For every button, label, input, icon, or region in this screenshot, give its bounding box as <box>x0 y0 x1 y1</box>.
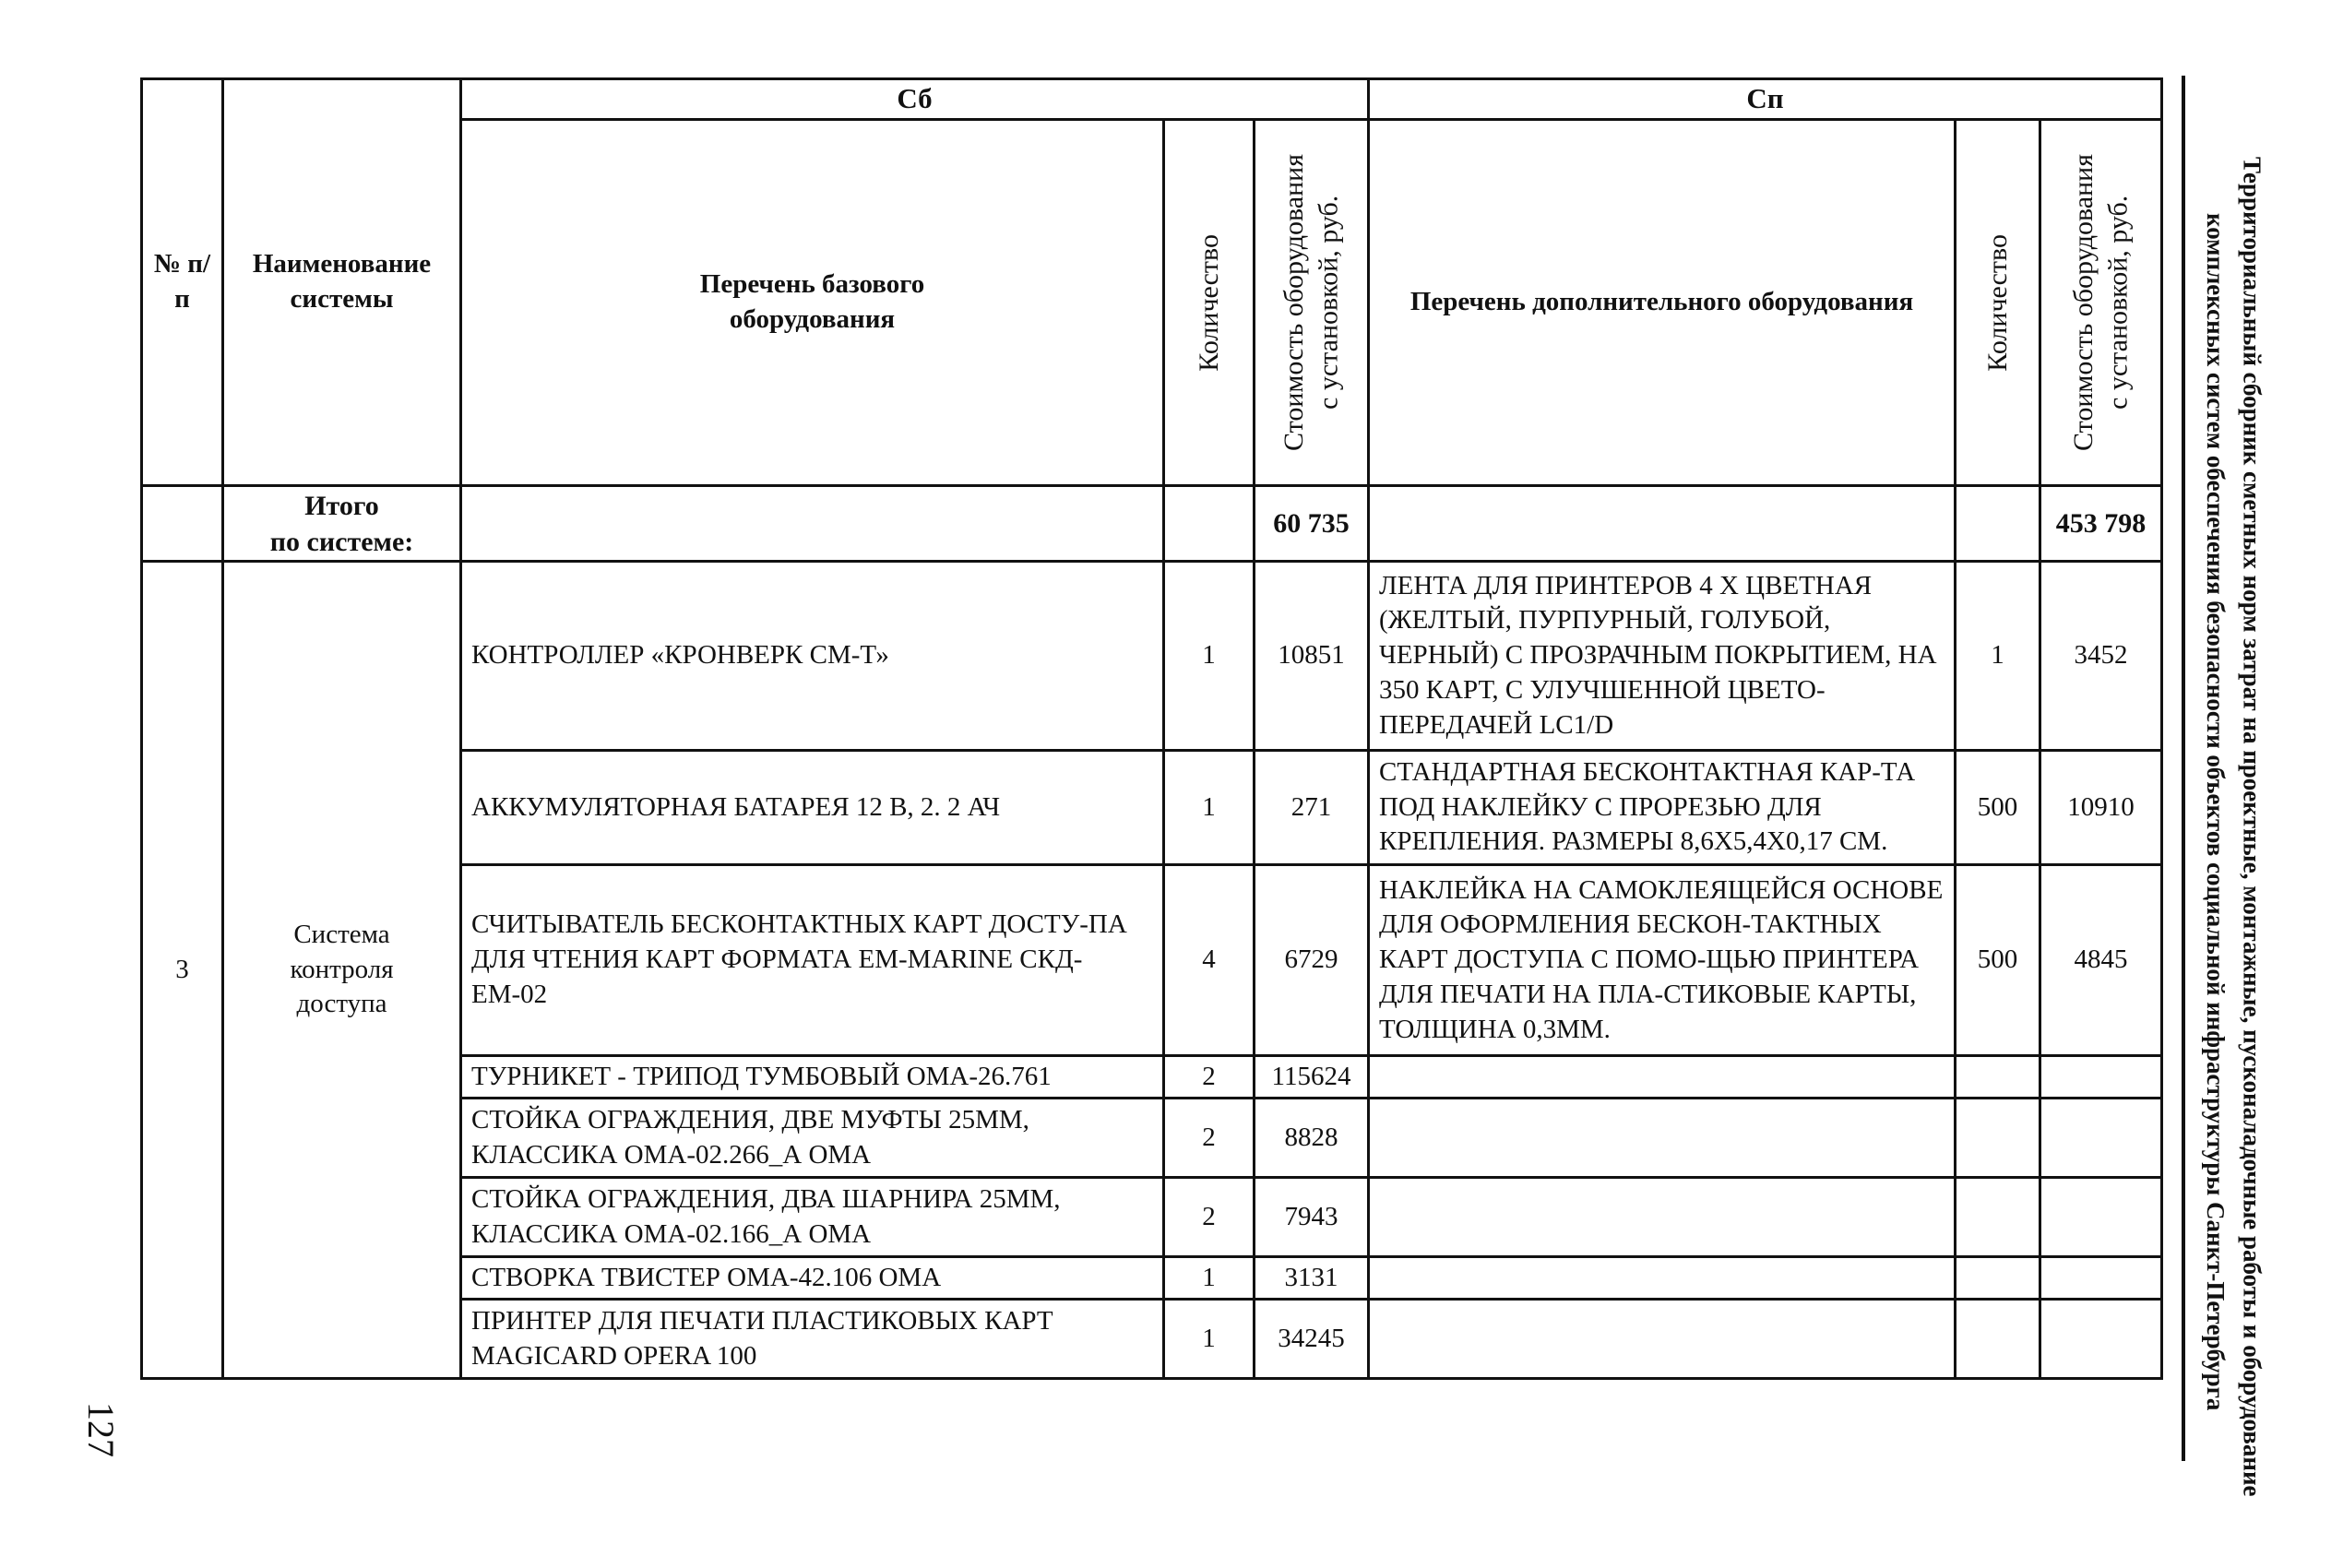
base-item: ПРИНТЕР ДЛЯ ПЕЧАТИ ПЛАСТИКОВЫХ КАРТ MAGICARD OPERA 100 <box>461 1300 1164 1379</box>
base-cost: 34245 <box>1255 1300 1369 1379</box>
system-name-text: Система контроля доступа <box>290 919 394 1019</box>
header-system-name: Наименование системы <box>223 79 461 486</box>
header-cost-line1: Стоимость оборудования <box>1279 154 1309 451</box>
extra-cost: 3452 <box>2040 562 2162 751</box>
base-qty: 1 <box>1164 1257 1255 1300</box>
base-qty: 2 <box>1164 1056 1255 1099</box>
base-item: АККУМУЛЯТОРНАЯ БАТАРЕЯ 12 В, 2. 2 АЧ <box>461 751 1164 865</box>
header-base-list-text: Перечень базового оборудования <box>699 269 925 334</box>
total-row <box>142 486 2162 562</box>
base-cost: 7943 <box>1255 1178 1369 1257</box>
header-qty <box>1164 120 1255 486</box>
header-cost-line2: с установкой, руб. <box>1313 195 1344 410</box>
base-qty: 1 <box>1164 751 1255 865</box>
extra-item <box>1369 1056 1956 1099</box>
header-group-sb: Сб <box>461 79 1369 120</box>
base-cost: 10851 <box>1255 562 1369 751</box>
total-extra-cell <box>1369 486 1956 562</box>
extra-qty: 1 <box>1956 562 2040 751</box>
base-item: СТОЙКА ОГРАЖДЕНИЯ, ДВА ШАРНИРА 25ММ, КЛАССИКА ОМА-02.166_А ОМА <box>461 1178 1164 1257</box>
base-item: ТУРНИКЕТ - ТРИПОД ТУМБОВЫЙ ОМА-26.761 <box>461 1056 1164 1099</box>
total-label-line1: Итого <box>304 490 379 521</box>
side-rule <box>2182 76 2194 1461</box>
extra-qty <box>1956 1300 2040 1379</box>
side-caption-line2: комплексных систем обеспечения безопасности объектов социальной инфраструктуры Санкт-Петербурга <box>2202 212 2230 1411</box>
header-qty-text: Количество <box>1193 233 1224 372</box>
base-cost: 3131 <box>1255 1257 1369 1300</box>
header-cost2 <box>2040 120 2162 486</box>
total-num-cell <box>142 486 223 562</box>
extra-cost <box>2040 1056 2162 1099</box>
table-row <box>142 562 2162 751</box>
extra-item <box>1369 1300 1956 1379</box>
extra-qty <box>1956 1056 2040 1099</box>
header-cost <box>1255 120 1369 486</box>
header-num: № п/п <box>142 79 223 486</box>
extra-item: СТАНДАРТНАЯ БЕСКОНТАКТНАЯ КАР-ТА ПОД НАКЛЕЙКУ С ПРОРЕЗЬЮ ДЛЯ КРЕПЛЕНИЯ. РАЗМЕРЫ 8,6Х5,4Х0,17 СМ. <box>1369 751 1956 865</box>
header-extra-list: Перечень дополнительного оборудования <box>1369 120 1956 486</box>
total-sb-cost: 60 735 <box>1255 486 1369 562</box>
extra-qty: 500 <box>1956 751 2040 865</box>
total-qty2-cell <box>1956 486 2040 562</box>
base-item: КОНТРОЛЛЕР «КРОНВЕРК СМ-Т» <box>461 562 1164 751</box>
extra-qty <box>1956 1099 2040 1178</box>
extra-cost <box>2040 1300 2162 1379</box>
extra-cost: 4845 <box>2040 865 2162 1056</box>
base-qty: 1 <box>1164 562 1255 751</box>
extra-item <box>1369 1178 1956 1257</box>
equipment-table <box>140 77 2163 1380</box>
total-base-cell <box>461 486 1164 562</box>
side-caption-line1: Территориальный сборник сметных норм затрат на проектные, монтажные, пусконаладочные работы и оборудование <box>2238 157 2266 1497</box>
header-base-list <box>461 120 1164 486</box>
page-number: 127 <box>80 1402 122 1457</box>
extra-item: НАКЛЕЙКА НА САМОКЛЕЯЩЕЙСЯ ОСНОВЕ ДЛЯ ОФОРМЛЕНИЯ БЕСКОН-ТАКТНЫХ КАРТ ДОСТУПА С ПОМО-ЩЬЮ ПРИНТЕРА ДЛЯ ПЕЧАТИ НА ПЛА-СТИКОВЫЕ КАРТЫ, ТОЛЩИНА 0,3ММ. <box>1369 865 1956 1056</box>
total-qty-cell <box>1164 486 1255 562</box>
system-num: 3 <box>142 562 223 1379</box>
base-cost: 8828 <box>1255 1099 1369 1178</box>
base-item: СЧИТЫВАТЕЛЬ БЕСКОНТАКТНЫХ КАРТ ДОСТУ-ПА ДЛЯ ЧТЕНИЯ КАРТ ФОРМАТА EM-MARINE СКД-ЕМ-02 <box>461 865 1164 1056</box>
extra-item <box>1369 1099 1956 1178</box>
total-sp-cost: 453 798 <box>2040 486 2162 562</box>
extra-qty: 500 <box>1956 865 2040 1056</box>
extra-qty <box>1956 1178 2040 1257</box>
base-qty: 1 <box>1164 1300 1255 1379</box>
header-group-sp: Сп <box>1369 79 2162 120</box>
base-qty: 4 <box>1164 865 1255 1056</box>
extra-cost <box>2040 1099 2162 1178</box>
base-item: СТОЙКА ОГРАЖДЕНИЯ, ДВЕ МУФТЫ 25ММ, КЛАССИКА ОМА-02.266_А ОМА <box>461 1099 1164 1178</box>
extra-item: ЛЕНТА ДЛЯ ПРИНТЕРОВ 4 Х ЦВЕТНАЯ (ЖЕЛТЫЙ, ПУРПУРНЫЙ, ГОЛУБОЙ, ЧЕРНЫЙ) С ПРОЗРАЧНЫМ ПОКРЫТИЕМ, НА 350 КАРТ, С УЛУЧШЕННОЙ ЦВЕТО-ПЕРЕДАЧЕЙ LC1/D <box>1369 562 1956 751</box>
base-item: СТВОРКА ТВИСТЕР ОМА-42.106 ОМА <box>461 1257 1164 1300</box>
system-name <box>223 562 461 1379</box>
base-qty: 2 <box>1164 1178 1255 1257</box>
extra-cost <box>2040 1178 2162 1257</box>
extra-qty <box>1956 1257 2040 1300</box>
base-cost: 6729 <box>1255 865 1369 1056</box>
base-qty: 2 <box>1164 1099 1255 1178</box>
base-cost: 115624 <box>1255 1056 1369 1099</box>
header-cost2-line2: с установкой, руб. <box>2102 195 2134 410</box>
extra-cost <box>2040 1257 2162 1300</box>
total-label <box>223 486 461 562</box>
header-qty2 <box>1956 120 2040 486</box>
extra-item <box>1369 1257 1956 1300</box>
side-caption <box>2197 157 2269 1497</box>
extra-cost: 10910 <box>2040 751 2162 865</box>
header-qty2-text: Количество <box>1981 233 2013 372</box>
base-cost: 271 <box>1255 751 1369 865</box>
header-cost2-line1: Стоимость оборудования <box>2068 154 2099 451</box>
total-label-line2: по системе: <box>269 526 414 557</box>
